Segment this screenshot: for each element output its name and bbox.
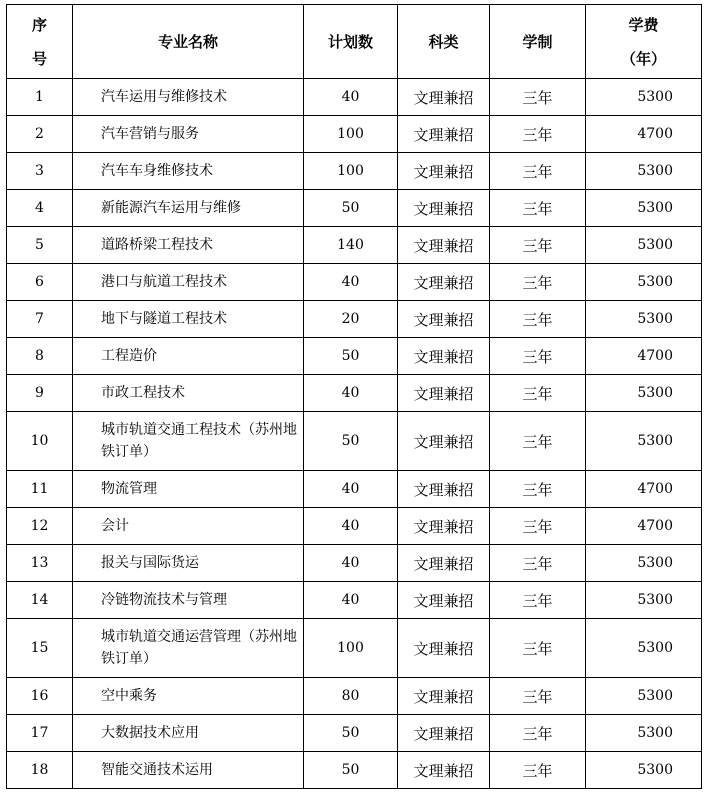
- cell-duration: 三年: [490, 375, 586, 412]
- cell-plan: 40: [304, 508, 398, 545]
- cell-name: 汽车车身维修技术: [73, 153, 304, 190]
- cell-duration: 三年: [490, 582, 586, 619]
- table-row: [7, 545, 702, 582]
- cell-name: 物流管理: [73, 471, 304, 508]
- cell-category: 文理兼招: [398, 471, 490, 508]
- cell-duration: 三年: [490, 153, 586, 190]
- header-seq-line-2: 号: [31, 49, 47, 68]
- cell-category: 文理兼招: [398, 715, 490, 752]
- cell-seq: 6: [7, 264, 73, 301]
- cell-seq: 11: [7, 471, 73, 508]
- header-duration: 学制: [490, 5, 586, 79]
- cell-fee: 5300: [586, 153, 702, 190]
- cell-name: 大数据技术应用: [73, 715, 304, 752]
- table-row: [7, 471, 702, 508]
- cell-name: 冷链物流技术与管理: [73, 582, 304, 619]
- cell-fee: 5300: [586, 582, 702, 619]
- table-row: [7, 412, 702, 471]
- table-row: [7, 375, 702, 412]
- cell-fee: 5300: [586, 752, 702, 789]
- cell-seq: 10: [7, 412, 73, 471]
- table-row: [7, 301, 702, 338]
- cell-plan: 100: [304, 619, 398, 678]
- header-seq: [7, 5, 73, 79]
- cell-category: 文理兼招: [398, 752, 490, 789]
- cell-fee: 5300: [586, 227, 702, 264]
- cell-category: 文理兼招: [398, 619, 490, 678]
- cell-duration: 三年: [490, 508, 586, 545]
- cell-category: 文理兼招: [398, 508, 490, 545]
- cell-seq: 2: [7, 116, 73, 153]
- cell-fee: 5300: [586, 412, 702, 471]
- cell-category: 文理兼招: [398, 582, 490, 619]
- table-row: [7, 116, 702, 153]
- table-body: [7, 79, 702, 789]
- cell-name: 汽车运用与维修技术: [73, 79, 304, 116]
- cell-seq: 16: [7, 678, 73, 715]
- cell-seq: 1: [7, 79, 73, 116]
- cell-fee: 5300: [586, 264, 702, 301]
- cell-seq: 12: [7, 508, 73, 545]
- header-plan: 计划数: [304, 5, 398, 79]
- cell-duration: 三年: [490, 471, 586, 508]
- cell-fee: 4700: [586, 116, 702, 153]
- cell-duration: 三年: [490, 338, 586, 375]
- cell-name: 港口与航道工程技术: [73, 264, 304, 301]
- table-row: [7, 715, 702, 752]
- cell-plan: 20: [304, 301, 398, 338]
- cell-fee: 4700: [586, 471, 702, 508]
- cell-duration: 三年: [490, 190, 586, 227]
- cell-name: 地下与隧道工程技术: [73, 301, 304, 338]
- cell-duration: 三年: [490, 752, 586, 789]
- table-row: [7, 338, 702, 375]
- cell-duration: 三年: [490, 678, 586, 715]
- cell-plan: 40: [304, 375, 398, 412]
- cell-plan: 50: [304, 752, 398, 789]
- cell-name: 智能交通技术运用: [73, 752, 304, 789]
- cell-category: 文理兼招: [398, 375, 490, 412]
- cell-seq: 13: [7, 545, 73, 582]
- table-row: [7, 619, 702, 678]
- table-row: [7, 678, 702, 715]
- cell-duration: 三年: [490, 79, 586, 116]
- cell-category: 文理兼招: [398, 301, 490, 338]
- table-row: [7, 227, 702, 264]
- header-name: 专业名称: [73, 5, 304, 79]
- cell-name: 汽车营销与服务: [73, 116, 304, 153]
- cell-plan: 50: [304, 190, 398, 227]
- cell-plan: 40: [304, 79, 398, 116]
- header-fee-line-1: 学费: [628, 15, 659, 34]
- cell-fee: 5300: [586, 190, 702, 227]
- table-row: [7, 190, 702, 227]
- table-header-row: [7, 5, 702, 79]
- cell-plan: 40: [304, 545, 398, 582]
- table-row: [7, 153, 702, 190]
- cell-category: 文理兼招: [398, 79, 490, 116]
- cell-category: 文理兼招: [398, 678, 490, 715]
- cell-seq: 15: [7, 619, 73, 678]
- cell-plan: 80: [304, 678, 398, 715]
- enrollment-plan-table: [6, 4, 702, 789]
- cell-category: 文理兼招: [398, 545, 490, 582]
- cell-name: 会计: [73, 508, 304, 545]
- cell-plan: 50: [304, 412, 398, 471]
- header-category: 科类: [398, 5, 490, 79]
- cell-category: 文理兼招: [398, 116, 490, 153]
- cell-fee: 5300: [586, 79, 702, 116]
- cell-plan: 100: [304, 153, 398, 190]
- cell-seq: 7: [7, 301, 73, 338]
- cell-name: 城市轨道交通工程技术（苏州地铁订单）: [73, 412, 304, 471]
- cell-name: 报关与国际货运: [73, 545, 304, 582]
- cell-seq: 5: [7, 227, 73, 264]
- cell-duration: 三年: [490, 227, 586, 264]
- cell-category: 文理兼招: [398, 264, 490, 301]
- cell-duration: 三年: [490, 264, 586, 301]
- cell-fee: 5300: [586, 619, 702, 678]
- cell-name: 市政工程技术: [73, 375, 304, 412]
- cell-fee: 4700: [586, 508, 702, 545]
- header-fee-line-2: （年）: [620, 49, 666, 68]
- cell-fee: 5300: [586, 678, 702, 715]
- cell-plan: 40: [304, 471, 398, 508]
- table-row: [7, 508, 702, 545]
- cell-duration: 三年: [490, 619, 586, 678]
- cell-name: 新能源汽车运用与维修: [73, 190, 304, 227]
- cell-duration: 三年: [490, 545, 586, 582]
- table-row: [7, 264, 702, 301]
- cell-name: 空中乘务: [73, 678, 304, 715]
- cell-seq: 17: [7, 715, 73, 752]
- cell-fee: 5300: [586, 375, 702, 412]
- cell-seq: 9: [7, 375, 73, 412]
- cell-category: 文理兼招: [398, 412, 490, 471]
- cell-seq: 4: [7, 190, 73, 227]
- cell-plan: 40: [304, 264, 398, 301]
- cell-fee: 5300: [586, 545, 702, 582]
- table-row: [7, 79, 702, 116]
- cell-plan: 40: [304, 582, 398, 619]
- cell-seq: 14: [7, 582, 73, 619]
- cell-fee: 5300: [586, 301, 702, 338]
- cell-duration: 三年: [490, 116, 586, 153]
- cell-fee: 5300: [586, 715, 702, 752]
- cell-plan: 100: [304, 116, 398, 153]
- cell-category: 文理兼招: [398, 190, 490, 227]
- cell-plan: 140: [304, 227, 398, 264]
- table-row: [7, 752, 702, 789]
- cell-seq: 3: [7, 153, 73, 190]
- cell-name: 工程造价: [73, 338, 304, 375]
- cell-duration: 三年: [490, 301, 586, 338]
- cell-seq: 18: [7, 752, 73, 789]
- cell-name: 城市轨道交通运营管理（苏州地铁订单）: [73, 619, 304, 678]
- cell-duration: 三年: [490, 412, 586, 471]
- cell-seq: 8: [7, 338, 73, 375]
- cell-duration: 三年: [490, 715, 586, 752]
- table-row: [7, 582, 702, 619]
- cell-plan: 50: [304, 338, 398, 375]
- cell-plan: 50: [304, 715, 398, 752]
- cell-name: 道路桥梁工程技术: [73, 227, 304, 264]
- header-fee: [586, 5, 702, 79]
- cell-category: 文理兼招: [398, 153, 490, 190]
- header-seq-line-1: 序: [31, 15, 47, 34]
- cell-category: 文理兼招: [398, 227, 490, 264]
- cell-category: 文理兼招: [398, 338, 490, 375]
- cell-fee: 4700: [586, 338, 702, 375]
